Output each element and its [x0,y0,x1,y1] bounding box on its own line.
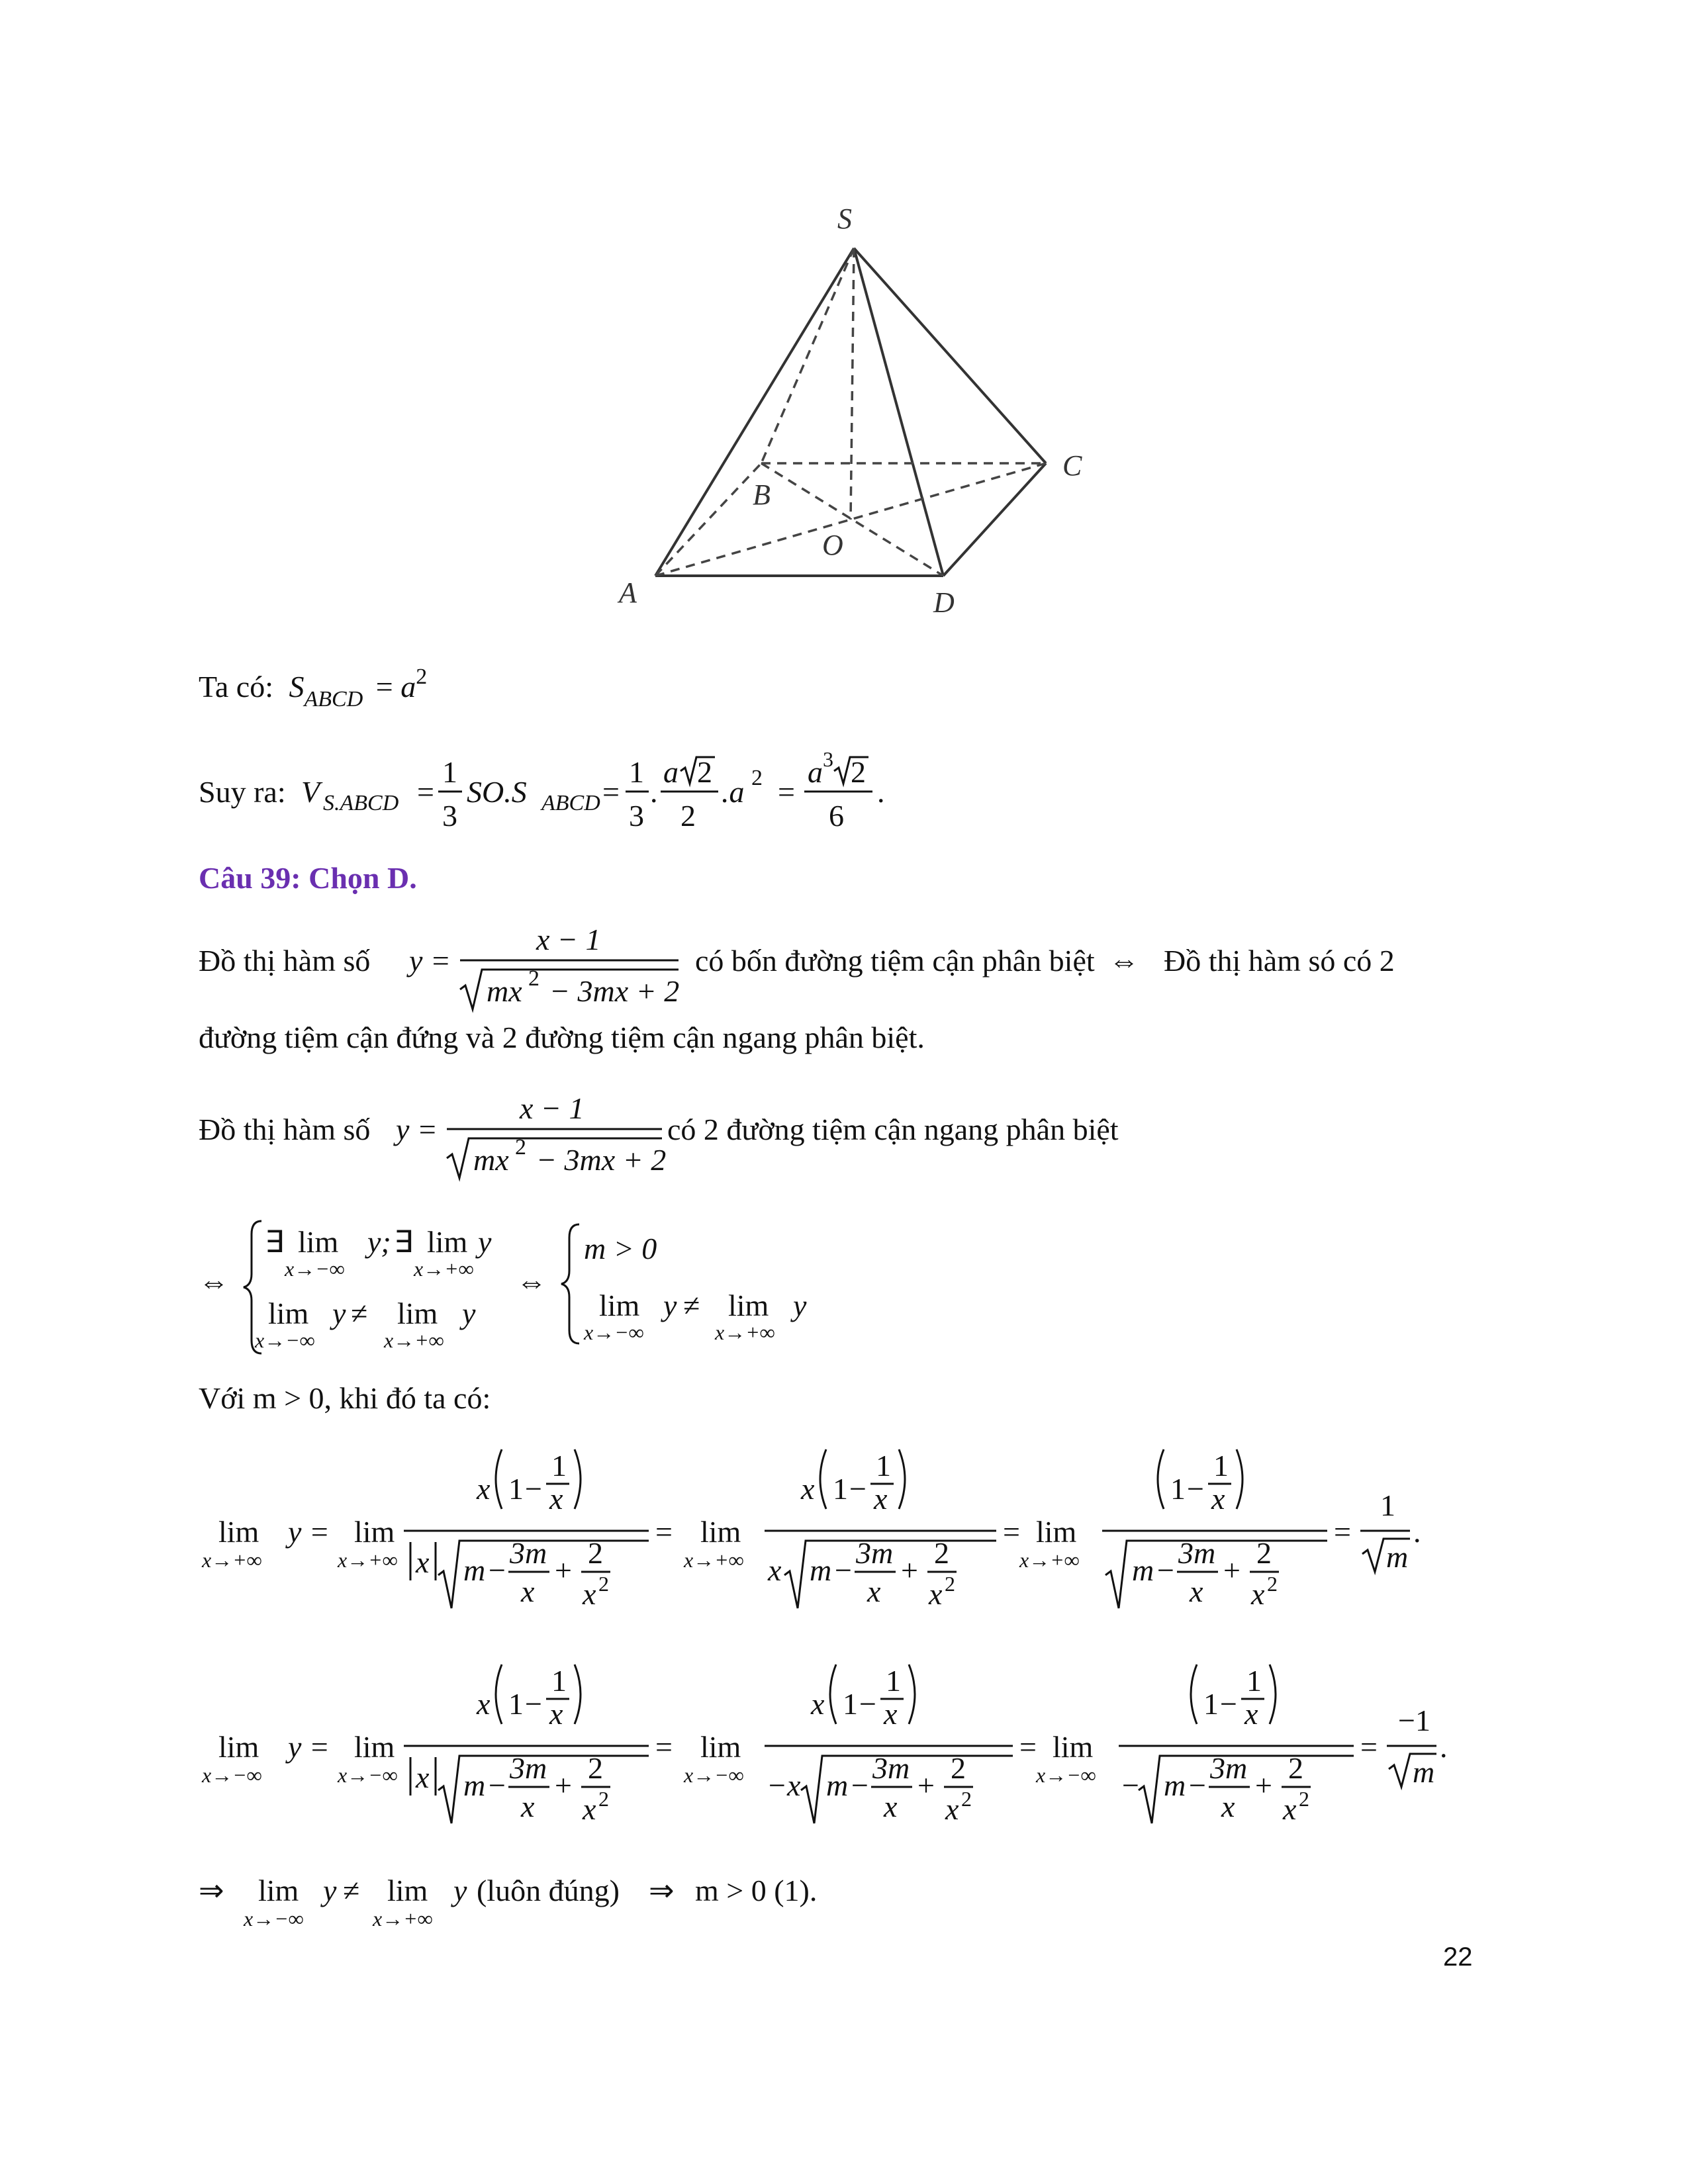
implies-2: ⇒ [649,1874,675,1907]
limit-minus-infinity [192,1651,1483,1843]
u-eq-2: = [1019,1730,1037,1764]
exists-1: ∃ [265,1225,285,1259]
lhs2-y-eq: y = [288,1730,330,1764]
equals-1: = [417,775,434,809]
t1-inner-den: x [549,1482,563,1516]
system-equiv-1: ⇔ [199,1265,229,1298]
t2-num-1: 1 [833,1472,848,1506]
u2-3m: 3m [872,1751,910,1785]
area-subscript: ABCD [304,687,363,711]
eq-1: = [655,1515,673,1549]
suy-ra-label: Suy ra: [199,775,286,809]
lim-5: lim [599,1289,640,1322]
lhs-sub: x→+∞ [202,1548,262,1572]
res2-dot: . [1440,1730,1448,1764]
frac4-a: a [808,755,823,789]
u2-plus: + [917,1768,935,1802]
t1-m: m [463,1553,486,1587]
u3-m: m [1164,1768,1186,1802]
edge-SB [761,248,854,463]
t3-m: m [1132,1553,1154,1587]
equiv-arrow: ⇔ [1109,944,1139,978]
equals-sign: = [375,670,393,704]
y-3: y [332,1297,346,1330]
label-A: A [619,576,637,609]
t3-minus: − [1157,1553,1174,1587]
t3-num-minus: − [1187,1472,1204,1506]
u2-minus: − [851,1768,868,1802]
c-lim-1: lim [258,1874,299,1907]
para1-line2: đường tiệm cận đứng và 2 đường tiệm cận ngang phân biệt. [199,1021,925,1054]
u3-num-1: 1 [1203,1687,1219,1721]
u2-2: 2 [951,1751,966,1785]
res1-num: 1 [1380,1488,1395,1522]
para2-frac-num: x − 1 [520,1092,585,1125]
a-variable: a [400,670,416,704]
t2-lim: lim [700,1515,741,1549]
para1-end: Đồ thị hàm só có 2 [1164,944,1395,978]
t2-num-minus: − [849,1472,867,1506]
u1-inner-num: 1 [551,1664,567,1698]
t1-num-minus: − [525,1472,542,1506]
u1-num-minus: − [525,1687,542,1721]
u3-2-x: x [1283,1792,1297,1826]
lim-1: lim [298,1225,339,1259]
u3-lim: lim [1053,1730,1094,1764]
u3-3m-x: x [1221,1790,1235,1823]
t1-sub: x→+∞ [338,1548,398,1572]
a-squared-exp: 2 [751,766,763,790]
frac4-root: 2 [851,755,866,789]
t2-lparen [820,1449,826,1509]
u-eq-1: = [655,1730,673,1764]
u1-abs-x: x [416,1760,430,1794]
t2-inner-den: x [874,1482,888,1516]
frac2-den: 3 [629,799,644,833]
u1-inner-den: x [549,1697,563,1731]
pyramid-figure [0,0,1688,662]
u1-2-x-exp: 2 [598,1787,609,1811]
c-lim-2-sub: x→+∞ [373,1907,433,1931]
u1-sub: x→−∞ [338,1763,398,1787]
u1-minus: − [489,1768,506,1802]
u2-num-x: x [811,1687,825,1721]
res2-num: −1 [1398,1704,1430,1737]
label-B: B [753,478,771,511]
u1-2-x: x [583,1792,596,1826]
u2-inner-den: x [884,1697,898,1731]
y-semi: y; [367,1225,391,1259]
t2-2: 2 [934,1536,949,1570]
t3-lim: lim [1036,1515,1077,1549]
t1-inner-num: 1 [551,1449,567,1482]
lim-4: lim [397,1297,438,1330]
volume-subscript: S.ABCD [323,791,399,815]
t1-lim: lim [354,1515,395,1549]
system-equiv-2: ⇔ [516,1265,547,1298]
u1-3m-x: x [521,1790,535,1823]
lhs-y-eq: y = [288,1515,330,1549]
t3-3m-x: x [1190,1574,1203,1608]
y-6: y [793,1289,807,1322]
u3-neg: − [1122,1768,1139,1802]
para1-den-mx: mx [487,974,522,1008]
para1-line1 [192,923,1516,1016]
c-lim-2: lim [387,1874,428,1907]
t2-plus: + [901,1553,918,1587]
para2-start: Đồ thị hàm số [199,1113,371,1146]
t1-minus: − [489,1553,506,1587]
c-neq: ≠ [343,1874,360,1907]
always-true-text: (luôn đúng) [477,1874,620,1907]
u1-num-1: 1 [508,1687,524,1721]
y-equals: y = [409,944,451,978]
volume-symbol: V [301,775,320,809]
t2-den-x: x [768,1553,782,1587]
u2-3m-x: x [884,1790,898,1823]
t3-inner-num: 1 [1213,1449,1229,1482]
res1-dot: . [1413,1515,1421,1549]
para1-frac-num: x − 1 [536,923,601,956]
u3-rparen [1270,1664,1276,1724]
t1-3m-x: x [521,1574,535,1608]
t3-2-x-exp: 2 [1267,1572,1278,1596]
y-5: y [663,1289,677,1322]
para1-den-exp: 2 [528,966,539,991]
u1-3m: 3m [510,1751,547,1785]
t1-plus: + [555,1553,572,1587]
u2-neg-x: −x [767,1768,801,1802]
t3-3m: 3m [1178,1536,1216,1570]
t3-rparen [1237,1449,1243,1509]
t2-3m-x: x [867,1574,881,1608]
u1-lim: lim [354,1730,395,1764]
t2-m: m [810,1553,832,1587]
t2-2-x-exp: 2 [945,1572,955,1596]
question-heading: Câu 39: Chọn D. [199,861,417,895]
u2-rparen [909,1664,915,1724]
u3-num-minus: − [1220,1687,1237,1721]
exists-2: ∃ [394,1225,414,1259]
u3-inner-den: x [1244,1697,1258,1731]
s-subscript: ABCD [541,791,600,815]
conclusion-line [192,1860,986,1946]
result-text: m > 0 (1). [695,1874,818,1907]
dot-a: .a [722,775,745,809]
frac1-num: 1 [442,755,457,789]
t2-num-x: x [801,1472,815,1506]
frac3-a: a [663,755,679,789]
u2-sub: x→−∞ [684,1763,744,1787]
u-eq-3: = [1360,1730,1378,1764]
limit-plus-infinity [192,1436,1483,1628]
t2-inner-num: 1 [876,1449,891,1482]
para2-den-exp: 2 [515,1135,526,1160]
lim-6-sub: x→+∞ [715,1320,775,1344]
para1-den-rest: − 3mx + 2 [549,974,680,1008]
t3-lparen [1158,1449,1164,1509]
t1-num-1: 1 [508,1472,524,1506]
eq-2: = [1003,1515,1020,1549]
so-s-symbol: SO.S [467,775,527,809]
u3-3m: 3m [1210,1751,1248,1785]
t3-plus: + [1223,1553,1241,1587]
u1-2: 2 [588,1751,603,1785]
lim-3-sub: x→−∞ [255,1328,315,1352]
u3-plus: + [1255,1768,1272,1802]
lim-5-sub: x→−∞ [584,1320,644,1344]
left-brace-2 [561,1224,579,1343]
t2-minus: − [835,1553,852,1587]
label-O: O [822,529,843,561]
y-4: y [462,1297,476,1330]
label-C: C [1062,449,1082,482]
t1-3m: 3m [510,1536,547,1570]
frac4-den: 6 [829,799,844,833]
para2-den-rest: − 3mx + 2 [536,1143,667,1177]
label-S: S [837,203,852,235]
u2-num-minus: − [859,1687,876,1721]
u1-num-x: x [477,1687,491,1721]
page-number: 22 [1443,1942,1473,1972]
lim-4-sub: x→+∞ [384,1328,444,1352]
edge-AB [655,463,761,576]
lim-2: lim [427,1225,468,1259]
t2-2-x: x [929,1577,943,1611]
t3-num-1: 1 [1170,1472,1186,1506]
volume-formula-line [192,741,986,841]
t2-sub: x→+∞ [684,1548,744,1572]
res1-m: m [1386,1540,1409,1574]
neq-2: ≠ [683,1289,700,1322]
y-2: y [478,1225,492,1259]
t1-lparen [496,1449,502,1509]
ta-co-label: Ta có: [199,670,274,704]
eq-3: = [1334,1515,1351,1549]
equals-3: = [778,775,795,809]
u3-inner-num: 1 [1246,1664,1262,1698]
lim-1-sub: x→−∞ [285,1257,345,1281]
lim-2-sub: x→+∞ [414,1257,474,1281]
end-dot: . [877,775,885,809]
area-formula-line [199,664,530,718]
equals-2: = [602,775,620,809]
t3-inner-den: x [1211,1482,1225,1516]
c-y-2: y [453,1874,467,1907]
u2-2-x: x [945,1792,959,1826]
area-symbol: S [289,670,305,704]
u2-inner-num: 1 [886,1664,901,1698]
u3-lparen [1191,1664,1197,1724]
u2-lim: lim [700,1730,741,1764]
lhs2-sub: x→−∞ [202,1763,262,1787]
u3-2: 2 [1288,1751,1303,1785]
t1-rparen [575,1449,581,1509]
t1-2-x: x [583,1577,596,1611]
abs-x: x [416,1545,430,1579]
para2-end: có 2 đường tiệm cận ngang phân biệt [667,1113,1119,1146]
para2-line [192,1092,1516,1185]
u1-rparen [575,1664,581,1724]
c-y-1: y [323,1874,337,1907]
m-positive: m > 0 [584,1232,657,1265]
u3-minus: − [1189,1768,1206,1802]
u1-m: m [463,1768,486,1802]
u2-lparen [830,1664,836,1724]
para1-start: Đồ thị hàm số [199,944,371,978]
t1-num-x: x [477,1472,491,1506]
lhs-lim: lim [218,1515,259,1549]
dot-1: . [650,775,658,809]
t1-2-x-exp: 2 [598,1572,609,1596]
c-lim-1-sub: x→−∞ [244,1907,304,1931]
frac4-cube: 3 [823,747,833,771]
t3-2: 2 [1256,1536,1272,1570]
u3-sub: x→−∞ [1036,1763,1096,1787]
lim-6: lim [728,1289,769,1322]
y-equals-2: y = [396,1113,438,1146]
res2-m: m [1413,1755,1435,1789]
t1-2: 2 [588,1536,603,1570]
u1-lparen [496,1664,502,1724]
u2-m: m [826,1768,849,1802]
neq-1: ≠ [351,1297,368,1330]
u2-num-1: 1 [843,1687,858,1721]
para2-den-mx: mx [473,1143,509,1177]
t2-rparen [899,1449,905,1509]
u2-2-x-exp: 2 [961,1787,972,1811]
edge-DC [943,463,1046,576]
u3-2-x-exp: 2 [1299,1787,1309,1811]
edge-SO [851,248,854,520]
t3-sub: x→+∞ [1019,1548,1080,1572]
frac1-den: 3 [442,799,457,833]
t3-2-x: x [1251,1577,1265,1611]
frac3-den: 2 [680,799,696,833]
para3: Với m > 0, khi đó ta có: [199,1381,491,1415]
t2-3m: 3m [856,1536,894,1570]
u1-plus: + [555,1768,572,1802]
condition-system [192,1211,920,1363]
lim-3: lim [268,1297,309,1330]
exponent: 2 [416,664,428,689]
para1-mid: có bốn đường tiệm cận phân biệt [695,944,1095,978]
label-D: D [933,586,955,619]
frac3-root: 2 [697,755,712,789]
implies-1: ⇒ [199,1874,224,1907]
frac2-num: 1 [629,755,644,789]
lhs2-lim: lim [218,1730,259,1764]
